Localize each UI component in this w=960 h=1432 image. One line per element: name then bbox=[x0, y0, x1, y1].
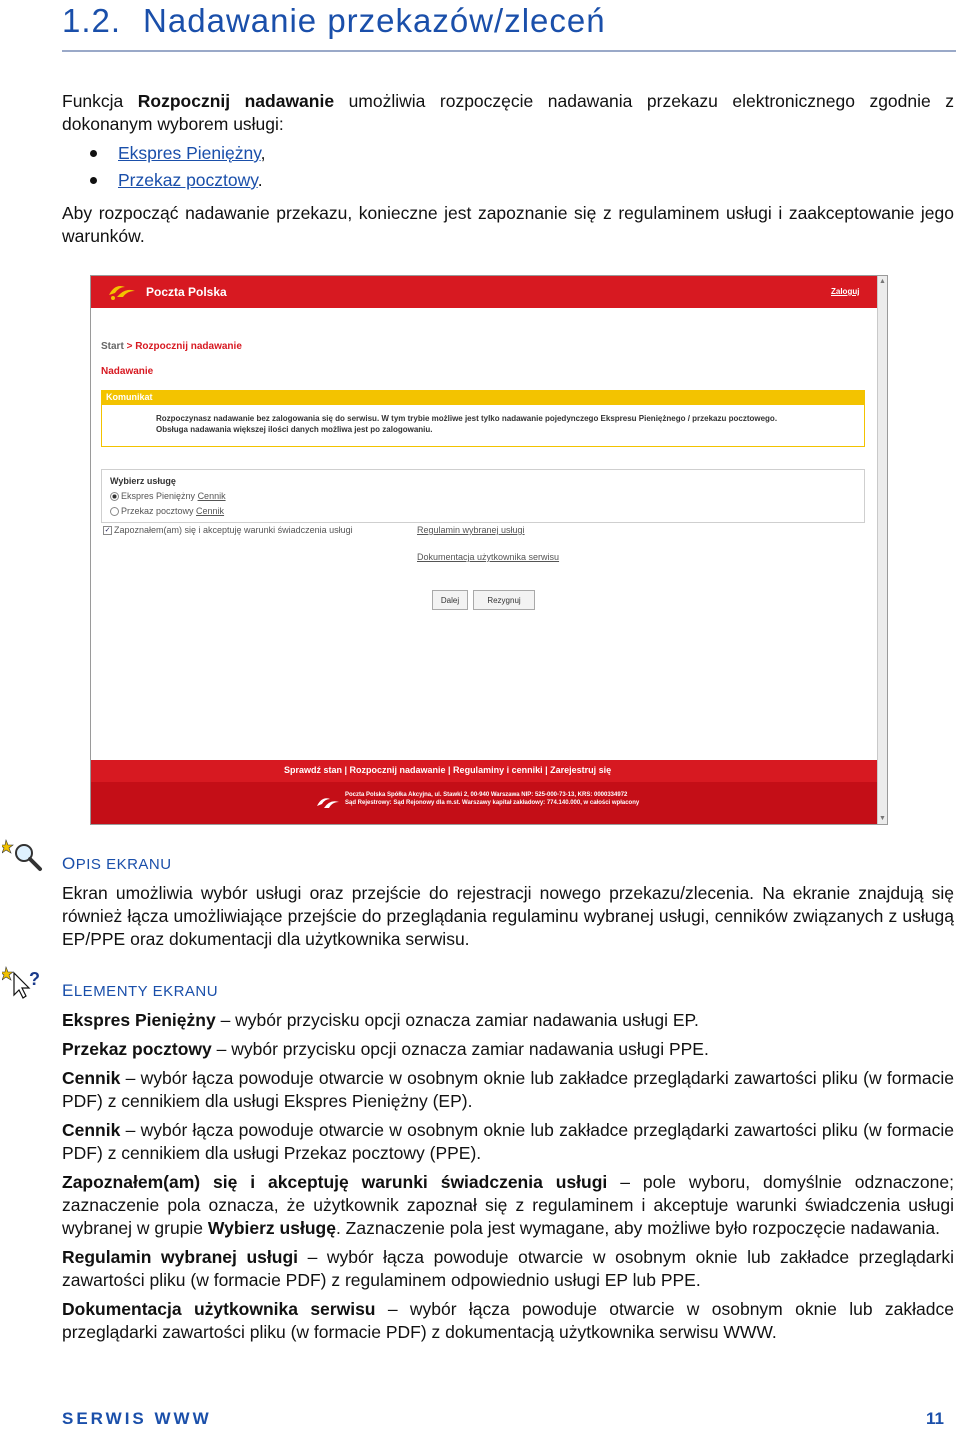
footer-company: Poczta Polska Spółka Akcyjna, ul. Stawki 2, 00-940 Warszawa NIP: 525-000-73-13, KRS: 0000334972 bbox=[345, 792, 628, 798]
elementy-title: ELEMENTY EKRANU bbox=[62, 981, 219, 1000]
cennik-ppe-link[interactable]: Cennik bbox=[196, 506, 225, 516]
option-przekaz[interactable]: Przekaz pocztowy Cennik bbox=[110, 504, 856, 519]
list-item: Regulamin wybranej usługi – wybór łącza powoduje otwarcie w osobnym oknie lub zakładce przeglądarki zawartości pliku (w formacie PDF) z regulaminem odpowiednio usługi EP lub PPE. bbox=[62, 1247, 954, 1290]
footer-info bbox=[91, 782, 877, 824]
heading-rule bbox=[62, 50, 956, 52]
footer-links[interactable]: Sprawdź stan | Rozpocznij nadawanie | Regulaminy i cenniki | Zarejestruj się bbox=[284, 765, 612, 775]
heading-number: 1.2. bbox=[62, 2, 122, 39]
intro-paragraph: Funkcja Rozpocznij nadawanie umożliwia rozpoczęcie nadawania przekazu elektronicznego zgodnie z dokonanym wyborem usługi: bbox=[62, 91, 954, 134]
docs-link[interactable]: Dokumentacja użytkownika serwisu bbox=[417, 552, 560, 562]
login-link[interactable]: Zaloguj bbox=[831, 287, 860, 296]
komunikat-body: Rozpoczynasz nadawanie bez zalogowania się do serwisu. W tym trybie możliwe jest tylko nadawanie pojedynczego Ekspresu Pieniężnego / przekazu pocztowego. Obsługa nadawania większej ilości danych możliwa jest po zalogowaniu. bbox=[101, 405, 865, 447]
service-group bbox=[101, 469, 865, 523]
komunikat-title: Komunikat bbox=[101, 390, 865, 405]
option-ekspres[interactable]: Ekspres Pieniężny Cennik bbox=[110, 489, 856, 504]
breadcrumb-start[interactable]: Start bbox=[101, 341, 124, 352]
cancel-button[interactable]: Rezygnuj bbox=[473, 590, 535, 610]
scrollbar[interactable]: ▲ ▼ bbox=[877, 276, 888, 824]
list-item: Cennik – wybór łącza powoduje otwarcie w osobnym oknie lub zakładce przeglądarki zawartości pliku (w formacie PDF) z cennikiem dla usługi Przekaz pocztowy (PPE). bbox=[62, 1120, 954, 1163]
list-item: Ekspres Pieniężny, bbox=[90, 140, 266, 167]
magnifier-icon bbox=[2, 838, 46, 874]
section-title: Nadawanie bbox=[101, 366, 154, 377]
svg-text:?: ? bbox=[29, 969, 40, 989]
heading-title: Nadawanie przekazów/zleceń bbox=[143, 2, 606, 39]
footer-nav bbox=[91, 760, 877, 782]
przekaz-link[interactable]: Przekaz pocztowy bbox=[118, 170, 258, 190]
service-list bbox=[90, 140, 266, 194]
agree-label: Zapoznałem(am) się i akceptuję warunki świadczenia usługi bbox=[114, 525, 353, 535]
breadcrumb bbox=[101, 341, 242, 352]
regulamin-link[interactable]: Regulamin wybranej usługi bbox=[417, 525, 525, 535]
next-button[interactable]: Dalej bbox=[432, 590, 468, 610]
intro-paragraph-2: Aby rozpocząć nadawanie przekazu, konieczne jest zapoznanie się z regulaminem usługi i zaakceptowanie jego warunków. bbox=[62, 203, 954, 246]
elements-list bbox=[62, 1009, 954, 1344]
pointer-question-icon bbox=[2, 965, 46, 1001]
list-item: Dokumentacja użytkownika serwisu – wybór łącza powoduje otwarcie w osobnym oknie lub zakładce przeglądarki zawartości pliku (w formacie PDF) z dokumentacją użytkownika serwisu WWW. bbox=[62, 1299, 954, 1342]
function-name: Rozpocznij nadawanie bbox=[137, 91, 335, 111]
opis-text: Ekran umożliwia wybór usługi oraz przejście do rejestracji nowego przekazu/zlecenia. Na ekranie znajdują się również łącza umożliwiające przejście do przeglądania regulaminu wybranej usługi, cenników związanych z usługą EP/PPE oraz dokumentacji dla użytkownika serwisu. bbox=[62, 883, 954, 949]
ekspres-link[interactable]: Ekspres Pieniężny bbox=[118, 143, 261, 163]
service-group-title: Wybierz usługę bbox=[110, 476, 176, 486]
poczta-logo-icon bbox=[107, 281, 137, 301]
app-screenshot bbox=[90, 275, 888, 825]
list-item: Cennik – wybór łącza powoduje otwarcie w osobnym oknie lub zakładce przeglądarki zawartości pliku (w formacie PDF) z cennikiem dla usługi Ekspres Pieniężny (EP). bbox=[62, 1068, 954, 1111]
list-item: Ekspres Pieniężny – wybór przycisku opcji oznacza zamiar nadawania usługi EP. bbox=[62, 1010, 699, 1030]
list-item: Przekaz pocztowy – wybór przycisku opcji oznacza zamiar nadawania usługi PPE. bbox=[62, 1039, 709, 1059]
agree-checkbox-row[interactable] bbox=[103, 524, 403, 537]
logo-text: Poczta Polska bbox=[146, 285, 227, 299]
opis-title: OPIS EKRANU bbox=[62, 854, 172, 873]
footer-register: Sąd Rejestrowy: Sąd Rejonowy dla m.st. Warszawy kapitał zakładowy: 774.140.000, w całości wpłacony bbox=[345, 800, 640, 806]
footer-logo-icon bbox=[315, 794, 341, 810]
page-number: 11 bbox=[926, 1409, 944, 1428]
list-item: Zapoznałem(am) się i akceptuję warunki świadczenia usługi – pole wyboru, domyślnie odznaczone; zaznaczenie pola oznacza, że użytkownik zapoznał się z regulaminem i akceptuje warunki świadczenia usługi wybranej w grupie Wybierz usługę. Zaznaczenie pola jest wymagane, aby możliwe było rozpoczęcie nadawania. bbox=[62, 1172, 954, 1238]
top-bar bbox=[91, 276, 877, 308]
list-item: Przekaz pocztowy. bbox=[90, 167, 266, 194]
breadcrumb-current: > Rozpocznij nadawanie bbox=[126, 341, 242, 352]
radio-przekaz[interactable] bbox=[110, 507, 119, 516]
cennik-ep-link[interactable]: Cennik bbox=[197, 491, 226, 501]
radio-ekspres[interactable] bbox=[110, 492, 119, 501]
footer-title: SERWIS WWW bbox=[62, 1409, 212, 1428]
agree-checkbox[interactable]: ✓ bbox=[104, 527, 111, 535]
page-heading bbox=[62, 2, 606, 40]
